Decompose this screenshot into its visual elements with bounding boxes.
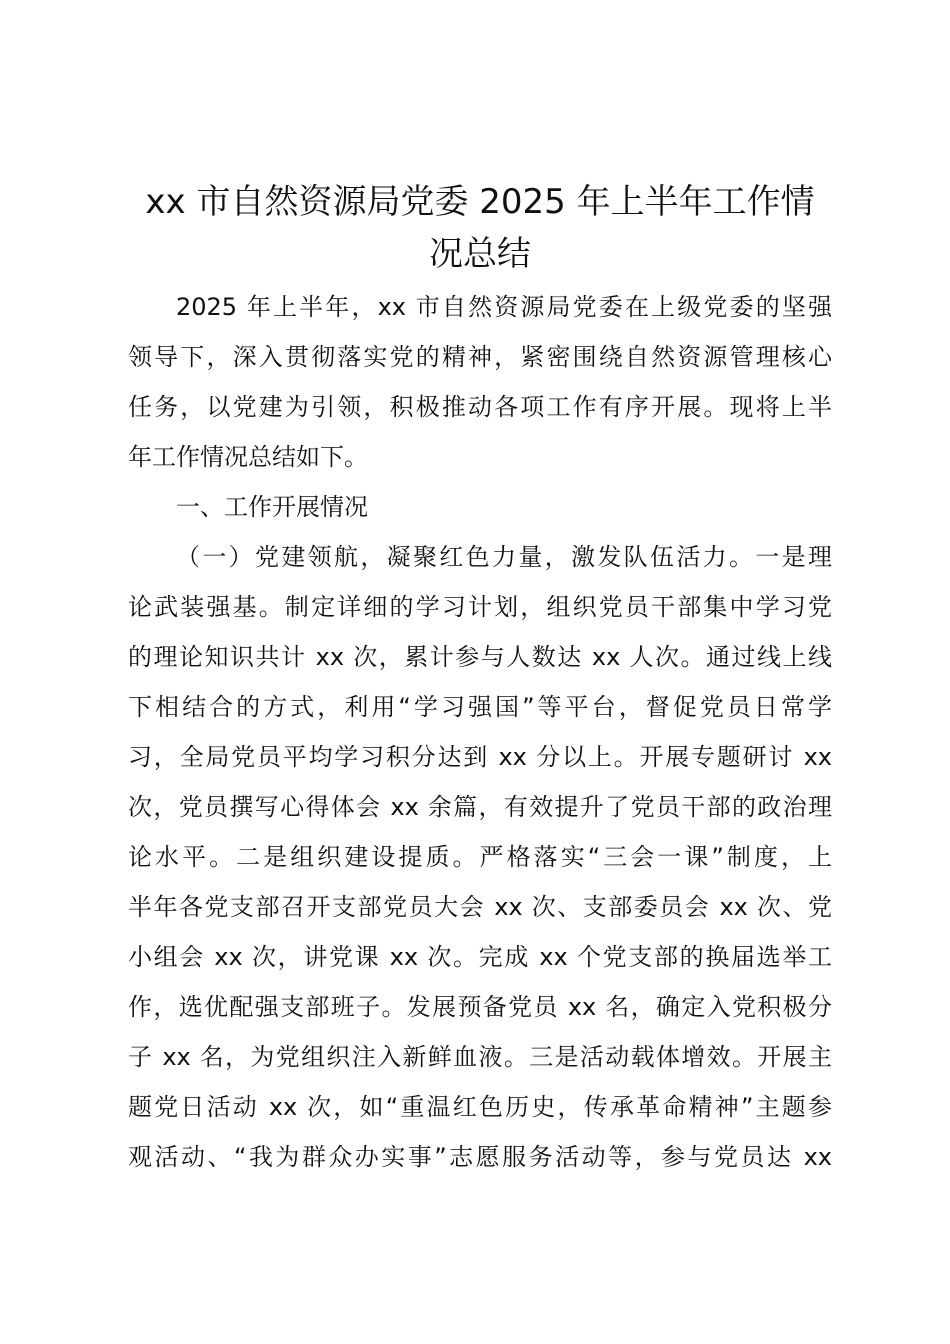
title-line: 况总结	[429, 234, 531, 274]
text-line: 的理论知识共计 xx 次，累计参与人数达 xx 人次。通过线上线	[128, 643, 832, 671]
text-line: 任务，以党建为引领，积极推动各项工作有序开展。现将上半	[128, 393, 832, 421]
text-line: （一）党建领航，凝聚红色力量，激发队伍活力。一是理	[176, 543, 832, 571]
text-line: 习，全局党员平均学习积分达到 xx 分以上。开展专题研讨 xx	[128, 743, 832, 771]
text-line: 子 xx 名，为党组织注入新鲜血液。三是活动载体增效。开展主	[128, 1043, 832, 1071]
section-paragraph	[128, 532, 832, 1182]
text-line: 论武装强基。制定详细的学习计划，组织党员干部集中学习党	[128, 593, 832, 621]
text-line: 论水平。二是组织建设提质。严格落实“三会一课”制度，上	[128, 843, 832, 871]
text-line: 作，选优配强支部班子。发展预备党员 xx 名，确定入党积极分	[128, 993, 832, 1021]
text-line: 年工作情况总结如下。	[128, 443, 368, 471]
document-title	[128, 176, 832, 280]
text-line: 小组会 xx 次，讲党课 xx 次。完成 xx 个党支部的换届选举工	[128, 943, 832, 971]
title-line: xx 市自然资源局党委 2025 年上半年工作情	[145, 182, 815, 222]
document-body	[128, 282, 832, 1182]
heading-text: 一、工作开展情况	[176, 493, 368, 521]
text-line: 下相结合的方式，利用“学习强国”等平台，督促党员日常学	[128, 693, 832, 721]
text-line: 次，党员撰写心得体会 xx 余篇，有效提升了党员干部的政治理	[128, 793, 832, 821]
text-line: 观活动、“我为群众办实事”志愿服务活动等，参与党员达 xx	[128, 1143, 832, 1171]
section-heading	[128, 482, 832, 532]
text-line: 题党日活动 xx 次，如“重温红色历史，传承革命精神”主题参	[128, 1093, 832, 1121]
intro-paragraph	[128, 282, 832, 482]
text-line: 半年各党支部召开支部党员大会 xx 次、支部委员会 xx 次、党	[128, 893, 832, 921]
text-line: 领导下，深入贯彻落实党的精神，紧密围绕自然资源管理核心	[128, 343, 832, 371]
text-line: 2025 年上半年，xx 市自然资源局党委在上级党委的坚强	[176, 293, 832, 321]
